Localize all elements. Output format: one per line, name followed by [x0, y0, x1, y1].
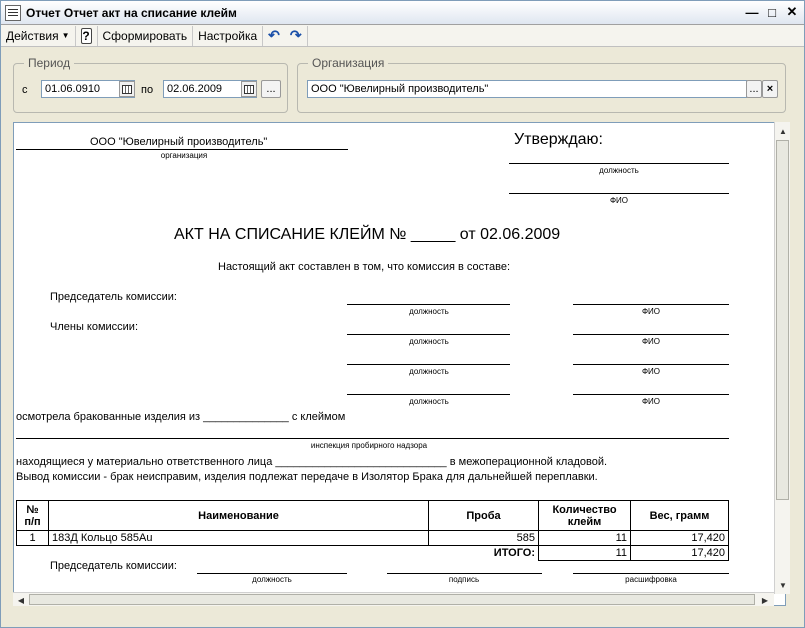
approve-fio-line — [509, 193, 729, 194]
member2-fio-caption: ФИО — [641, 367, 661, 376]
dropdown-arrow-icon: ▼ — [61, 31, 70, 40]
located-text: находящиеся у материально ответственного лица ____________________________ в межоперационной кладовой. — [16, 456, 608, 468]
total-qty: 11 — [539, 546, 631, 561]
chairman-position-line — [347, 304, 510, 305]
report-sheet[interactable] — [13, 122, 786, 606]
member2-position-caption: должность — [409, 367, 449, 376]
scroll-left-icon[interactable]: ◀ — [17, 595, 25, 605]
period-to-input[interactable]: 02.06.2009 — [163, 80, 257, 98]
member1-fio-line — [573, 334, 729, 335]
organization-input[interactable]: ООО "Ювелирный производитель" — [307, 80, 747, 98]
member1-fio-caption: ФИО — [641, 337, 661, 346]
scroll-down-icon[interactable]: ▼ — [779, 580, 787, 590]
period-legend: Период — [24, 56, 74, 70]
total-label: ИТОГО: — [17, 546, 539, 561]
maximize-icon[interactable]: □ — [768, 4, 776, 20]
row-num: 1 — [17, 531, 49, 546]
org-underline — [16, 149, 348, 150]
window-controls — [744, 4, 800, 20]
inspection-line — [16, 438, 729, 439]
scroll-right-icon[interactable]: ▶ — [761, 595, 769, 605]
approve-fio-caption: ФИО — [609, 196, 629, 205]
organization-legend: Организация — [308, 56, 388, 70]
period-to-label: по — [141, 84, 154, 96]
row-name: 183Д Кольцо 585Au — [49, 531, 429, 546]
member3-fio-line — [573, 394, 729, 395]
member3-position-caption: должность — [409, 397, 449, 406]
footer-signature-caption: подпись — [448, 575, 480, 584]
table-header-row — [17, 501, 729, 531]
clear-icon: × — [766, 83, 774, 95]
organization-clear-button[interactable] — [762, 80, 778, 98]
row-probe: 585 — [429, 531, 539, 546]
undo-arrow-icon: ↶ — [268, 27, 280, 43]
col-name-header: Наименование — [49, 501, 429, 531]
window-title: Отчет Отчет акт на списание клейм — [26, 5, 237, 20]
act-intro: Настоящий акт составлен в том, что комиссия в составе: — [218, 261, 511, 273]
redo-arrow-icon: ↷ — [289, 27, 302, 43]
actions-label: Действия — [6, 28, 59, 43]
help-button[interactable] — [76, 26, 98, 46]
col-qty-header: Количество клейм — [539, 501, 631, 531]
footer-position-caption: должность — [252, 575, 292, 584]
actions-menu[interactable] — [1, 26, 76, 46]
org-name: ООО "Ювелирный производитель" — [90, 136, 268, 148]
row-weight: 17,420 — [631, 531, 729, 546]
horizontal-scroll-thumb[interactable] — [29, 594, 755, 605]
redo-button[interactable] — [285, 26, 308, 46]
chairman-label: Председатель комиссии: — [50, 291, 177, 303]
chairman-fio-caption: ФИО — [641, 307, 661, 316]
scroll-up-icon[interactable]: ▲ — [779, 126, 787, 136]
org-caption: организация — [160, 151, 208, 160]
settings-button[interactable]: Настройка — [193, 26, 263, 46]
footer-decoding-caption: расшифровка — [625, 575, 677, 584]
footer-chairman-label: Председатель комиссии: — [50, 560, 177, 572]
member3-fio-caption: ФИО — [641, 397, 661, 406]
footer-decoding-line — [573, 573, 729, 574]
member1-position-caption: должность — [409, 337, 449, 346]
inspected-text: осмотрела бракованные изделия из ______________ с клеймом — [16, 411, 346, 423]
members-label: Члены комиссии: — [50, 321, 139, 333]
minimize-icon[interactable]: — — [745, 4, 759, 20]
horizontal-scrollbar[interactable] — [13, 592, 774, 606]
approve-position-line — [509, 163, 729, 164]
member3-position-line — [347, 394, 510, 395]
calendar-from-icon[interactable] — [119, 81, 135, 97]
col-probe-header: Проба — [429, 501, 539, 531]
close-icon[interactable]: ✕ — [786, 4, 798, 19]
items-table — [16, 500, 729, 561]
member2-position-line — [347, 364, 510, 365]
period-from-label: с — [22, 84, 28, 96]
member1-position-line — [347, 334, 510, 335]
organization-select-button[interactable]: ... — [746, 80, 762, 98]
title-bar — [1, 1, 804, 25]
col-num-header: № п/п — [17, 501, 49, 531]
undo-button[interactable] — [263, 26, 285, 46]
col-weight-header: Вес, грамм — [631, 501, 729, 531]
conclusion-text: Вывод комиссии - брак неисправим, изделия подлежат передаче в Изолятор Брака для дальнейшей переплавки. — [16, 471, 598, 483]
member2-fio-line — [573, 364, 729, 365]
period-select-button[interactable]: ... — [261, 80, 281, 98]
footer-position-line — [197, 573, 347, 574]
period-from-input[interactable]: 01.06.0910 — [41, 80, 135, 98]
table-total-row — [17, 546, 729, 561]
vertical-scrollbar[interactable] — [774, 122, 790, 594]
footer-signature-line — [387, 573, 542, 574]
chairman-position-caption: должность — [409, 307, 449, 316]
act-title: АКТ НА СПИСАНИЕ КЛЕЙМ № _____ от 02.06.2009 — [174, 226, 561, 243]
table-row — [17, 531, 729, 546]
vertical-scroll-thumb[interactable] — [776, 140, 789, 500]
generate-button[interactable]: Сформировать — [98, 26, 194, 46]
help-icon: ? — [82, 28, 90, 43]
toolbar — [1, 25, 804, 47]
calendar-to-icon[interactable] — [241, 81, 257, 97]
total-weight: 17,420 — [631, 546, 729, 561]
approve-position-caption: должность — [599, 166, 639, 175]
row-qty: 11 — [539, 531, 631, 546]
chairman-fio-line — [573, 304, 729, 305]
inspection-caption: инспекция пробирного надзора — [310, 441, 428, 450]
report-icon — [5, 5, 21, 21]
approve-heading: Утверждаю: — [514, 131, 603, 148]
